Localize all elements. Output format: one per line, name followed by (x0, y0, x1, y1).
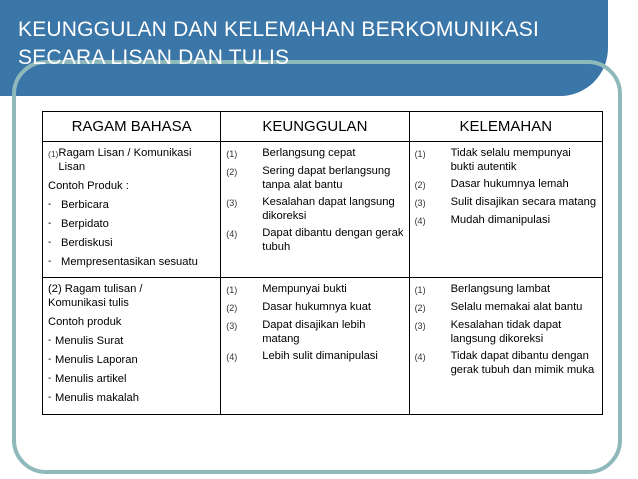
list-item: - Berdiskusi (48, 237, 113, 249)
list-item: (4) Lebih sulit dimanipulasi (226, 350, 378, 362)
table-row (43, 278, 603, 415)
cell-kelemahan-lisan (409, 142, 602, 278)
list-item: (2) Dasar hukumnya lemah (414, 178, 569, 190)
list-item: - Berbicara (48, 199, 109, 211)
list-item: (4) Dapat dibantu dengan gerak tubuh (226, 227, 404, 253)
ragam-number: (1) (48, 149, 59, 159)
list-item: (1) Tidak selalu mempunyai bukti autentik (414, 147, 571, 173)
header-kelemahan: KELEMAHAN (409, 112, 602, 142)
list-item: (4) Mudah dimanipulasi (414, 214, 551, 226)
header-keunggulan: KEUNGGULAN (221, 112, 409, 142)
list-item: (3) Kesalahan tidak dapat langsung dikoreksi (414, 319, 562, 345)
cell-keunggulan-lisan (221, 142, 409, 278)
table-header-row (43, 112, 603, 142)
list-item: (1) Berlangsung cepat (226, 147, 356, 159)
table-row (43, 142, 603, 278)
list-item: - Menulis makalah (48, 392, 139, 404)
cell-kelemahan-tulis (409, 278, 602, 415)
list-item: - Mempresentasikan sesuatu (48, 256, 198, 268)
list-item: - Menulis Laporan (48, 354, 138, 366)
list-item: (1) Mempunyai bukti (226, 283, 347, 295)
comparison-table (42, 111, 603, 415)
contoh-label: Contoh Produk : (48, 180, 129, 192)
list-item: - Menulis artikel (48, 373, 127, 385)
list-item: (2) Sering dapat berlangsung tanpa alat bantu (226, 165, 391, 191)
contoh-label: Contoh produk (48, 316, 122, 328)
cell-ragam-lisan (43, 142, 221, 278)
list-item: (3) Kesalahan dapat langsung dikoreksi (226, 196, 395, 222)
ragam-title: (2) Ragam tulisan / Komunikasi tulis (48, 283, 143, 309)
list-item: (1) Berlangsung lambat (414, 283, 551, 295)
cell-ragam-tulis (43, 278, 221, 415)
list-item: (3) Dapat disajikan lebih matang (226, 319, 366, 345)
list-item: (2) Selalu memakai alat bantu (414, 301, 583, 313)
list-item: (4) Tidak dapat dibantu dengan gerak tubuh dan mimik muka (414, 350, 595, 376)
list-item: (3) Sulit disajikan secara matang (414, 196, 597, 208)
cell-keunggulan-tulis (221, 278, 409, 415)
list-item: (2) Dasar hukumnya kuat (226, 301, 372, 313)
title-line-2: SECARA LISAN DAN TULIS (18, 46, 290, 69)
ragam-title: Ragam Lisan / Komunikasi Lisan (58, 147, 192, 173)
slide-title (18, 16, 608, 72)
title-line-1: KEUNGGULAN DAN KELEMAHAN BERKOMUNIKASI (18, 18, 540, 41)
list-item: - Menulis Surat (48, 335, 124, 347)
list-item: - Berpidato (48, 218, 109, 230)
header-ragam-bahasa: RAGAM BAHASA (43, 112, 221, 142)
